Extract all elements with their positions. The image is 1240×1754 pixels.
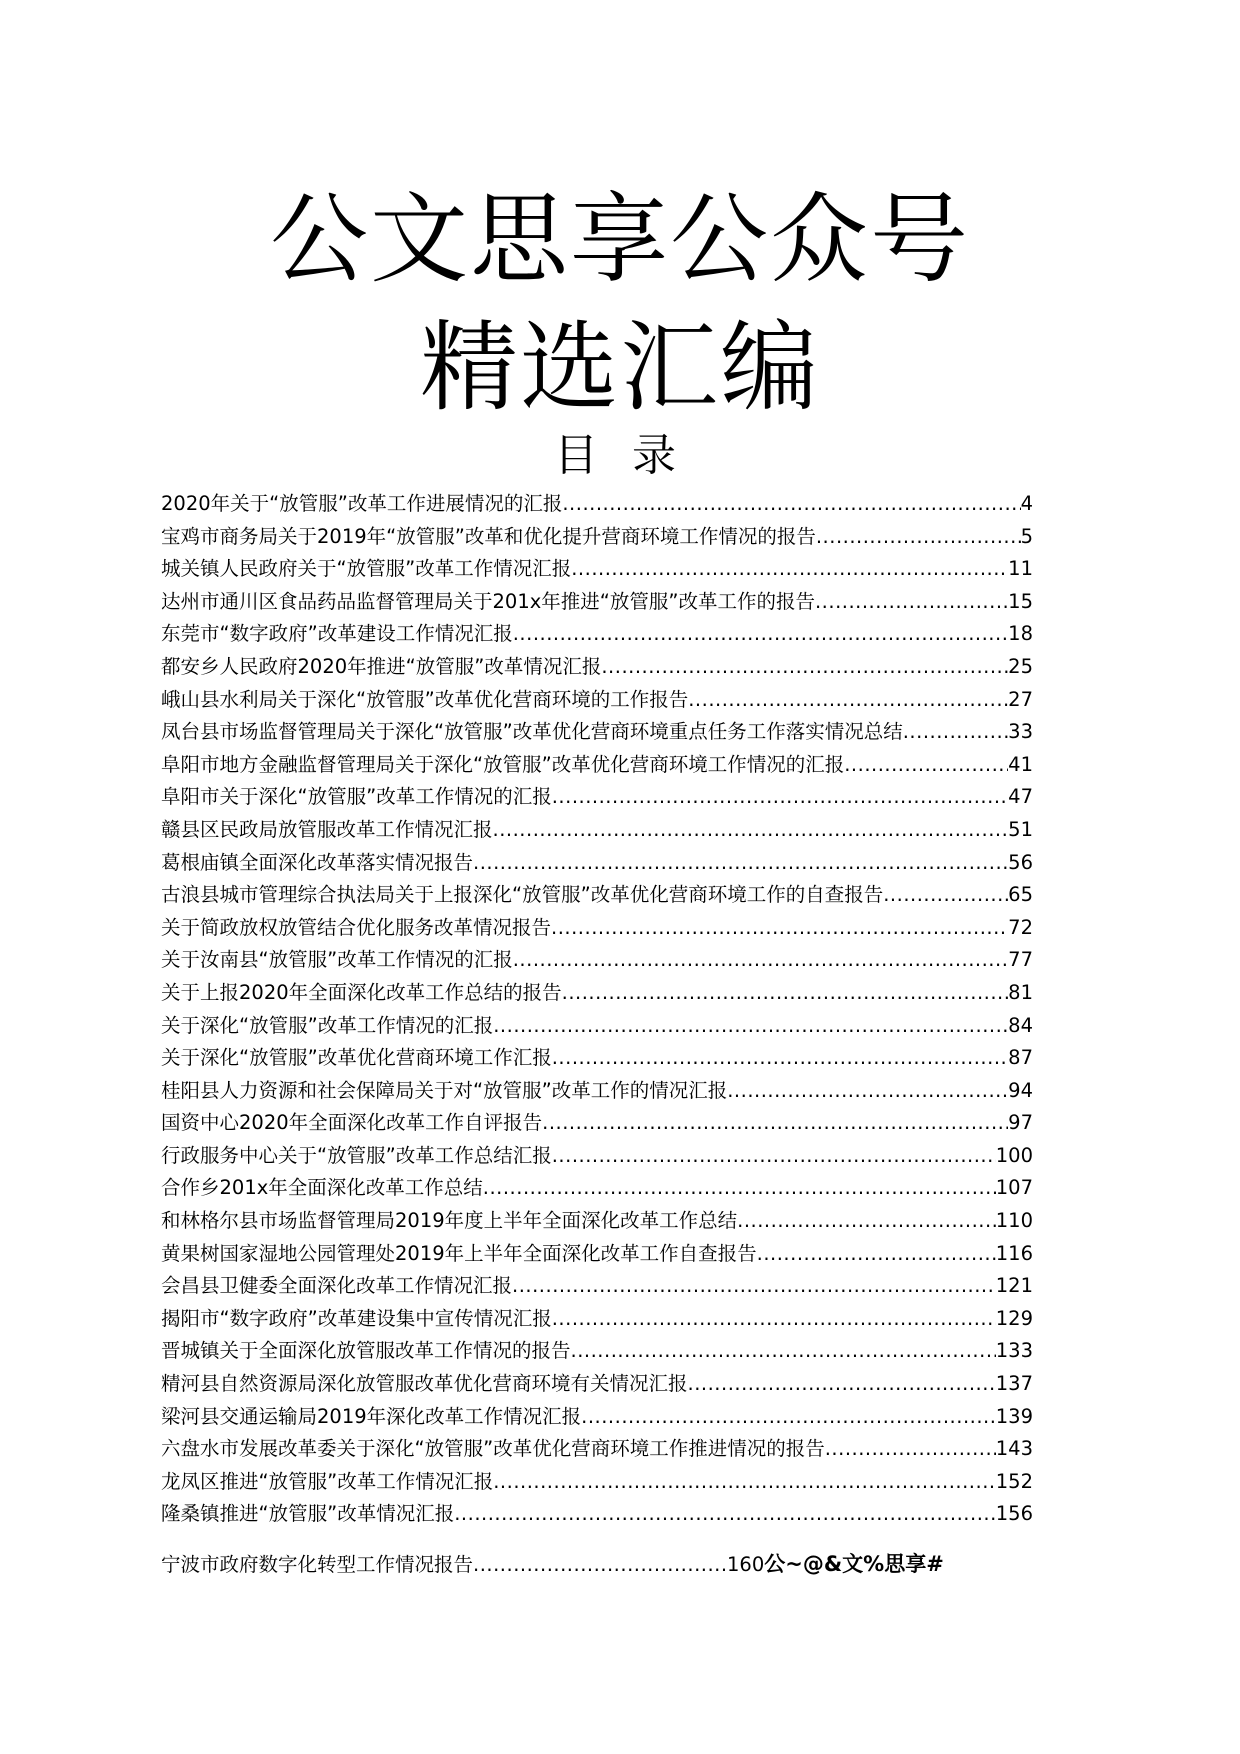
- toc-entry-title: 关于深化“放管服”改革优化营商环境工作汇报: [161, 1046, 552, 1070]
- toc-entry-title: 都安乡人民政府2020年推进“放管服”改革情况汇报: [161, 654, 602, 678]
- toc-heading: 目 录: [554, 430, 686, 481]
- document-title-line2: 精选汇编: [419, 311, 820, 425]
- toc-entry[interactable]: [161, 1205, 1033, 1238]
- toc-leader-dots: [571, 1335, 996, 1368]
- toc-entry[interactable]: [161, 1042, 1033, 1075]
- toc-entry[interactable]: [161, 1368, 1033, 1401]
- toc-leader-dots: [493, 814, 1009, 847]
- toc-entry-page: 116: [995, 1241, 1033, 1265]
- toc-entry-title: 精河县自然资源局深化放管服改革优化营商环境有关情况汇报: [161, 1372, 688, 1396]
- toc-entry[interactable]: [161, 944, 1033, 977]
- toc-entry-page: 4: [1020, 492, 1033, 515]
- toc-leader-dots: [581, 1401, 996, 1434]
- toc-entry-page: 25: [1008, 654, 1033, 678]
- toc-leader-dots: [493, 1010, 1008, 1043]
- toc-entry-title: 关于上报2020年全面深化改革工作总结的报告: [161, 980, 562, 1004]
- toc-leader-dots: [552, 1140, 996, 1173]
- toc-leader-dots: [473, 1549, 727, 1581]
- toc-entry-title: 葛根庙镇全面深化改革落实情况报告: [161, 850, 474, 874]
- toc-entry-title: 峨山县水利局关于深化“放管服”改革优化营商环境的工作报告: [161, 687, 689, 711]
- toc-leader-dots: [601, 651, 1008, 684]
- toc-leader-dots: [883, 879, 1008, 912]
- toc-entry-page: 15: [1008, 589, 1033, 613]
- toc-entry-title: 古浪县城市管理综合执法局关于上报深化“放管服”改革优化营商环境工作的自查报告: [161, 883, 884, 907]
- toc-leader-dots: [903, 716, 1008, 749]
- toc-entry-title: 龙凤区推进“放管服”改革工作情况汇报: [161, 1469, 494, 1493]
- toc-entry-title: 会昌县卫健委全面深化改革工作情况汇报: [161, 1274, 513, 1298]
- toc-entry-page: 33: [1008, 720, 1033, 744]
- toc-entry-title: 阜阳市地方金融监督管理局关于深化“放管服”改革优化营商环境工作情况的汇报: [161, 752, 845, 776]
- toc-entry-title: 桂阳县人力资源和社会保障局关于对“放管服”改革工作的情况汇报: [161, 1078, 728, 1102]
- toc-entry-page: 121: [995, 1274, 1033, 1298]
- toc-leader-dots: [562, 977, 1009, 1010]
- toc-leader-dots: [552, 1042, 1008, 1075]
- toc-entry-page: 47: [1008, 785, 1033, 809]
- toc-entry-page: 133: [995, 1339, 1033, 1363]
- toc-entry[interactable]: [161, 1303, 1033, 1336]
- toc-entry[interactable]: [161, 1010, 1033, 1043]
- toc-entry[interactable]: [161, 1401, 1033, 1434]
- toc-entry-page: 41: [1008, 752, 1033, 776]
- toc-entry[interactable]: [161, 847, 1033, 880]
- toc-leader-dots: [552, 1303, 996, 1336]
- toc-entry[interactable]: [161, 1498, 1033, 1531]
- document-title-line1: 公文思享公众号: [269, 183, 970, 297]
- toc-entry-title: 合作乡201x年全面深化改革工作总结: [161, 1176, 483, 1200]
- toc-entry-page: 152: [995, 1469, 1033, 1493]
- toc-entry-page: 51: [1008, 817, 1033, 841]
- toc-entry-title: 揭阳市“数字政府”改革建设集中宣传情况汇报: [161, 1306, 552, 1330]
- toc-leader-dots: [825, 1433, 996, 1466]
- toc-leader-dots: [454, 1498, 996, 1531]
- toc-entry-page: 143: [995, 1437, 1033, 1461]
- toc-leader-dots: [688, 1368, 996, 1401]
- toc-entry[interactable]: [161, 814, 1033, 847]
- toc-leader-dots: [512, 1270, 996, 1303]
- toc-entry[interactable]: [161, 912, 1033, 945]
- toc-entry-title: 行政服务中心关于“放管服”改革工作总结汇报: [161, 1143, 552, 1167]
- toc-entry-title: 国资中心2020年全面深化改革工作自评报告: [161, 1111, 543, 1135]
- toc-entry-page: 56: [1008, 850, 1033, 874]
- toc-leader-dots: [815, 586, 1008, 619]
- toc-leader-dots: [571, 553, 1008, 586]
- toc-entry[interactable]: [161, 1270, 1033, 1303]
- toc-entry-page: 65: [1008, 883, 1033, 907]
- toc-entry-title: 黄果树国家湿地公园管理处2019年上半年全面深化改革工作自查报告: [161, 1241, 757, 1265]
- toc-entry-title: 2020年关于“放管服”改革工作进展情况的汇报: [161, 492, 563, 515]
- toc-leader-dots: [737, 1205, 996, 1238]
- toc-leader-dots: [757, 1238, 996, 1271]
- toc-entry[interactable]: [161, 521, 1033, 554]
- toc-entry-page: 97: [1008, 1111, 1033, 1135]
- toc-entry-title: 宝鸡市商务局关于2019年“放管服”改革和优化提升营商环境工作情况的报告: [161, 524, 816, 548]
- toc-leader-dots: [473, 847, 1008, 880]
- toc-entry-title: 东莞市“数字政府”改革建设工作情况汇报: [161, 622, 513, 646]
- toc-entry[interactable]: [161, 1238, 1033, 1271]
- toc-entry-page: 137: [995, 1372, 1033, 1396]
- toc-entry-page: 100: [995, 1143, 1033, 1167]
- toc-entry-title: 晋城镇关于全面深化放管服改革工作情况的报告: [161, 1339, 571, 1363]
- toc-leader-dots: [727, 1075, 1008, 1108]
- toc-entry[interactable]: [161, 1466, 1033, 1499]
- toc-entry[interactable]: [161, 781, 1033, 814]
- toc-entry-page: 81: [1008, 980, 1033, 1004]
- toc-entry-page: 77: [1008, 948, 1033, 972]
- toc-entry-page: 72: [1008, 915, 1033, 939]
- toc-entry-page: 18: [1008, 622, 1033, 646]
- toc-entry-page: 110: [995, 1209, 1033, 1233]
- toc-leader-dots: [493, 1466, 996, 1499]
- toc-leader-dots: [551, 912, 1008, 945]
- toc-entry[interactable]: [161, 749, 1033, 782]
- toc-entry[interactable]: [161, 1335, 1033, 1368]
- toc-entry[interactable]: [161, 716, 1033, 749]
- toc-entry-title: 阜阳市关于深化“放管服”改革工作情况的汇报: [161, 785, 552, 809]
- toc-entry-title: 宁波市政府数字化转型工作情况报告: [161, 1553, 474, 1576]
- toc-leader-dots: [552, 781, 1008, 814]
- toc-leader-dots: [562, 488, 1020, 521]
- toc-entry[interactable]: [161, 1107, 1033, 1140]
- toc-entry[interactable]: [161, 684, 1033, 717]
- toc-entry[interactable]: [161, 618, 1033, 651]
- toc-entry-page: 5: [1020, 524, 1033, 548]
- toc-entry-page: 87: [1008, 1046, 1033, 1070]
- toc-entry-title: 梁河县交通运输局2019年深化改革工作情况汇报: [161, 1404, 582, 1428]
- toc-entry[interactable]: [161, 977, 1033, 1010]
- toc-leader-dots: [688, 684, 1008, 717]
- toc-entry-page: 139: [995, 1404, 1033, 1428]
- toc-entry[interactable]: [161, 651, 1033, 684]
- toc-entry[interactable]: [161, 1140, 1033, 1173]
- toc-entry-title: 关于深化“放管服”改革工作情况的汇报: [161, 1013, 494, 1037]
- toc-entry-title: 赣县区民政局放管服改革工作情况汇报: [161, 817, 493, 841]
- toc-entry[interactable]: [161, 553, 1033, 586]
- toc-leader-dots: [513, 618, 1008, 651]
- toc-entry-page: 156: [995, 1502, 1033, 1526]
- watermark-text: 公~@&文%思享#: [764, 1552, 944, 1576]
- toc-leader-dots: [513, 944, 1008, 977]
- toc-entry-page: 160: [727, 1553, 765, 1576]
- table-of-contents: [161, 488, 1033, 1531]
- toc-entry-page: 11: [1008, 557, 1033, 581]
- toc-entry[interactable]: [161, 488, 1033, 521]
- toc-entry-title: 关于汝南县“放管服”改革工作情况的汇报: [161, 948, 513, 972]
- toc-entry-title: 和林格尔县市场监督管理局2019年度上半年全面深化改革工作总结: [161, 1209, 738, 1233]
- toc-entry-title: 六盘水市发展改革委关于深化“放管服”改革优化营商环境工作推进情况的报告: [161, 1437, 825, 1461]
- toc-entry[interactable]: [161, 1075, 1033, 1108]
- toc-entry-page: 27: [1008, 687, 1033, 711]
- toc-entry-title: 达州市通川区食品药品监督管理局关于201x年推进“放管服”改革工作的报告: [161, 589, 815, 613]
- toc-entry-title: 关于简政放权放管结合优化服务改革情况报告: [161, 915, 552, 939]
- toc-entry-page: 107: [995, 1176, 1033, 1200]
- toc-entry[interactable]: [161, 879, 1033, 912]
- toc-entry[interactable]: [161, 1433, 1033, 1466]
- toc-entry-page: 94: [1008, 1078, 1033, 1102]
- toc-entry-last[interactable]: [161, 1548, 1041, 1581]
- toc-entry-page: 84: [1008, 1013, 1033, 1037]
- toc-entry-title: 凤台县市场监督管理局关于深化“放管服”改革优化营商环境重点任务工作落实情况总结: [161, 720, 903, 744]
- toc-leader-dots: [816, 521, 1021, 554]
- toc-leader-dots: [483, 1172, 996, 1205]
- toc-entry[interactable]: [161, 1172, 1033, 1205]
- toc-leader-dots: [542, 1107, 1008, 1140]
- toc-entry-page: 129: [995, 1306, 1033, 1330]
- toc-entry-title: 隆桑镇推进“放管服”改革情况汇报: [161, 1502, 455, 1526]
- toc-entry[interactable]: [161, 586, 1033, 619]
- toc-leader-dots: [844, 749, 1008, 782]
- toc-entry-title: 城关镇人民政府关于“放管服”改革工作情况汇报: [161, 557, 572, 581]
